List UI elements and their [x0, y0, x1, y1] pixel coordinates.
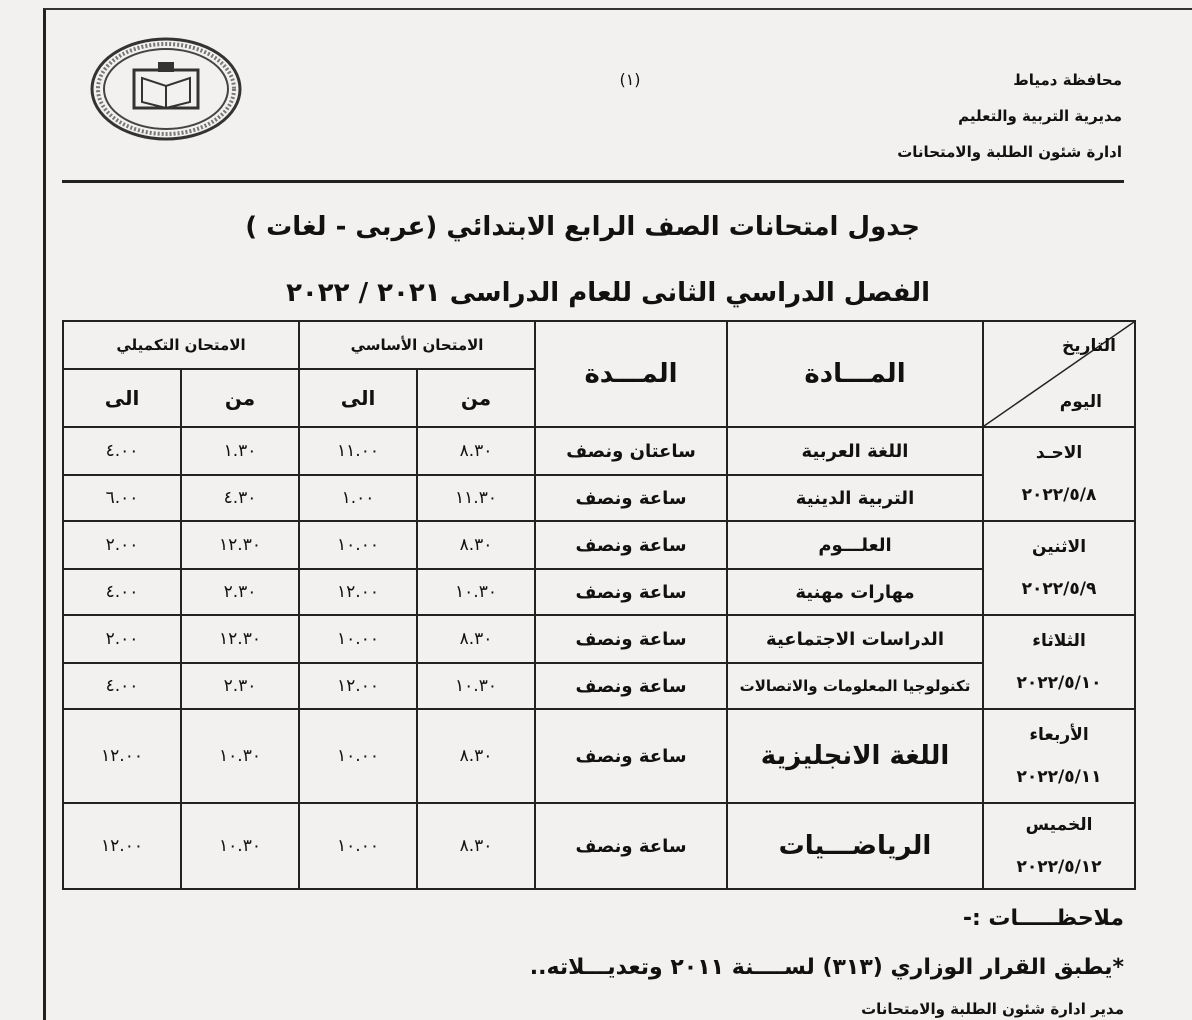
basic-to-cell: ١٠.٠٠ [299, 615, 417, 663]
duration-header: المـــدة [535, 321, 727, 427]
day-name: الأربعاء [1029, 725, 1089, 745]
basic-to-header: الى [299, 369, 417, 427]
basic-to-cell: ١.٠٠ [299, 475, 417, 521]
basic-to-cell: ١٢.٠٠ [299, 569, 417, 615]
day-header: اليوم [1059, 392, 1103, 412]
basic-from-cell: ٨.٣٠ [417, 615, 535, 663]
table-row [63, 663, 1135, 709]
day-date: ٢٠٢٢/٥/١١ [1016, 767, 1102, 787]
supp-from-cell: ١.٣٠ [181, 427, 299, 475]
basic-from-cell: ٨.٣٠ [417, 803, 535, 889]
supp-to-cell: ٤.٠٠ [63, 427, 181, 475]
supp-from-cell: ١٢.٣٠ [181, 615, 299, 663]
date-day-header [983, 321, 1135, 427]
subject-cell: الدراسات الاجتماعية [727, 615, 983, 663]
document-subtitle: الفصل الدراسي الثانى للعام الدراسى ٢٠٢١ / ٢٠٢٢ [286, 278, 930, 308]
supp-to-cell: ٤.٠٠ [63, 569, 181, 615]
subject-cell: اللغة الانجليزية [727, 709, 983, 803]
supp-from-cell: ١٠.٣٠ [181, 803, 299, 889]
supp-to-cell: ٢.٠٠ [63, 615, 181, 663]
subject-cell: التربية الدينية [727, 475, 983, 521]
basic-from-cell: ١١.٣٠ [417, 475, 535, 521]
subject-header: المـــادة [727, 321, 983, 427]
duration-cell: ساعة ونصف [535, 521, 727, 569]
duration-cell: ساعة ونصف [535, 709, 727, 803]
basic-from-cell: ٨.٣٠ [417, 709, 535, 803]
table-row [63, 803, 1135, 889]
day-name: الخميس [1025, 815, 1093, 835]
basic-from-cell: ٨.٣٠ [417, 427, 535, 475]
subject-cell: الرياضـــيات [727, 803, 983, 889]
day-date: ٢٠٢٢/٥/١٢ [1016, 857, 1102, 877]
day-name: الاثنين [1031, 537, 1087, 557]
basic-to-cell: ١١.٠٠ [299, 427, 417, 475]
supp-from-cell: ١٠.٣٠ [181, 709, 299, 803]
day-cell [983, 427, 1135, 521]
basic-exam-header: الامتحان الأساسي [299, 321, 535, 369]
department-label: ادارة شئون الطلبة والامتحانات [897, 143, 1122, 161]
supp-to-cell: ٤.٠٠ [63, 663, 181, 709]
subject-cell: اللغة العربية [727, 427, 983, 475]
table-row [63, 709, 1135, 803]
supp-from-header: من [181, 369, 299, 427]
basic-to-cell: ١٢.٠٠ [299, 663, 417, 709]
supp-from-cell: ٢.٣٠ [181, 569, 299, 615]
page-number: (١) [619, 70, 641, 89]
day-cell [983, 521, 1135, 615]
basic-to-cell: ١٠.٠٠ [299, 803, 417, 889]
basic-to-cell: ١٠.٠٠ [299, 521, 417, 569]
subject-cell: مهارات مهنية [727, 569, 983, 615]
supp-to-cell: ٦.٠٠ [63, 475, 181, 521]
supp-to-cell: ٢.٠٠ [63, 521, 181, 569]
duration-cell: ساعة ونصف [535, 475, 727, 521]
signature-label: مدير ادارة شئون الطلبة والامتحانات [861, 1000, 1124, 1018]
notes-line: *يطبق القرار الوزاري (٣١٣) لســــنة ٢٠١١ وتعديـــلاته.. [529, 955, 1124, 980]
table-row [63, 475, 1135, 521]
supp-from-cell: ٤.٣٠ [181, 475, 299, 521]
governorate-label: محافظة دمياط [1013, 71, 1122, 89]
issuer-header [822, 62, 1122, 170]
basic-from-cell: ١٠.٣٠ [417, 569, 535, 615]
basic-from-cell: ٨.٣٠ [417, 521, 535, 569]
table-row [63, 615, 1135, 663]
day-cell [983, 709, 1135, 803]
supp-to-cell: ١٢.٠٠ [63, 803, 181, 889]
duration-cell: ساعة ونصف [535, 569, 727, 615]
subject-cell: تكنولوجيا المعلومات والاتصالات [727, 663, 983, 709]
table-row [63, 521, 1135, 569]
supp-to-cell: ١٢.٠٠ [63, 709, 181, 803]
table-row [63, 427, 1135, 475]
document-title: جدول امتحانات الصف الرابع الابتدائي (عربى - لغات ) [245, 212, 920, 242]
basic-to-cell: ١٠.٠٠ [299, 709, 417, 803]
ministry-logo-icon [88, 36, 244, 142]
notes-title: ملاحظـــــات :- [962, 906, 1124, 931]
supp-from-cell: ١٢.٣٠ [181, 521, 299, 569]
supp-exam-header: الامتحان التكميلي [63, 321, 299, 369]
day-name: الثلاثاء [1032, 631, 1086, 651]
duration-cell: ساعة ونصف [535, 663, 727, 709]
basic-from-cell: ١٠.٣٠ [417, 663, 535, 709]
table-row [63, 569, 1135, 615]
day-date: ٢٠٢٢/٥/٩ [1021, 579, 1097, 599]
supp-from-cell: ٢.٣٠ [181, 663, 299, 709]
subject-cell: العلـــوم [727, 521, 983, 569]
directorate-label: مديرية التربية والتعليم [958, 107, 1122, 125]
day-date: ٢٠٢٢/٥/٨ [1021, 485, 1097, 505]
duration-cell: ساعتان ونصف [535, 427, 727, 475]
duration-cell: ساعة ونصف [535, 615, 727, 663]
day-cell [983, 803, 1135, 889]
supp-to-header: الى [63, 369, 181, 427]
day-date: ٢٠٢٢/٥/١٠ [1016, 673, 1102, 693]
date-header: التاريخ [1062, 336, 1117, 356]
day-name: الاحـد [1035, 443, 1083, 463]
day-cell [983, 615, 1135, 709]
exam-schedule-table [62, 320, 1136, 890]
basic-from-header: من [417, 369, 535, 427]
header-divider [62, 180, 1124, 183]
duration-cell: ساعة ونصف [535, 803, 727, 889]
